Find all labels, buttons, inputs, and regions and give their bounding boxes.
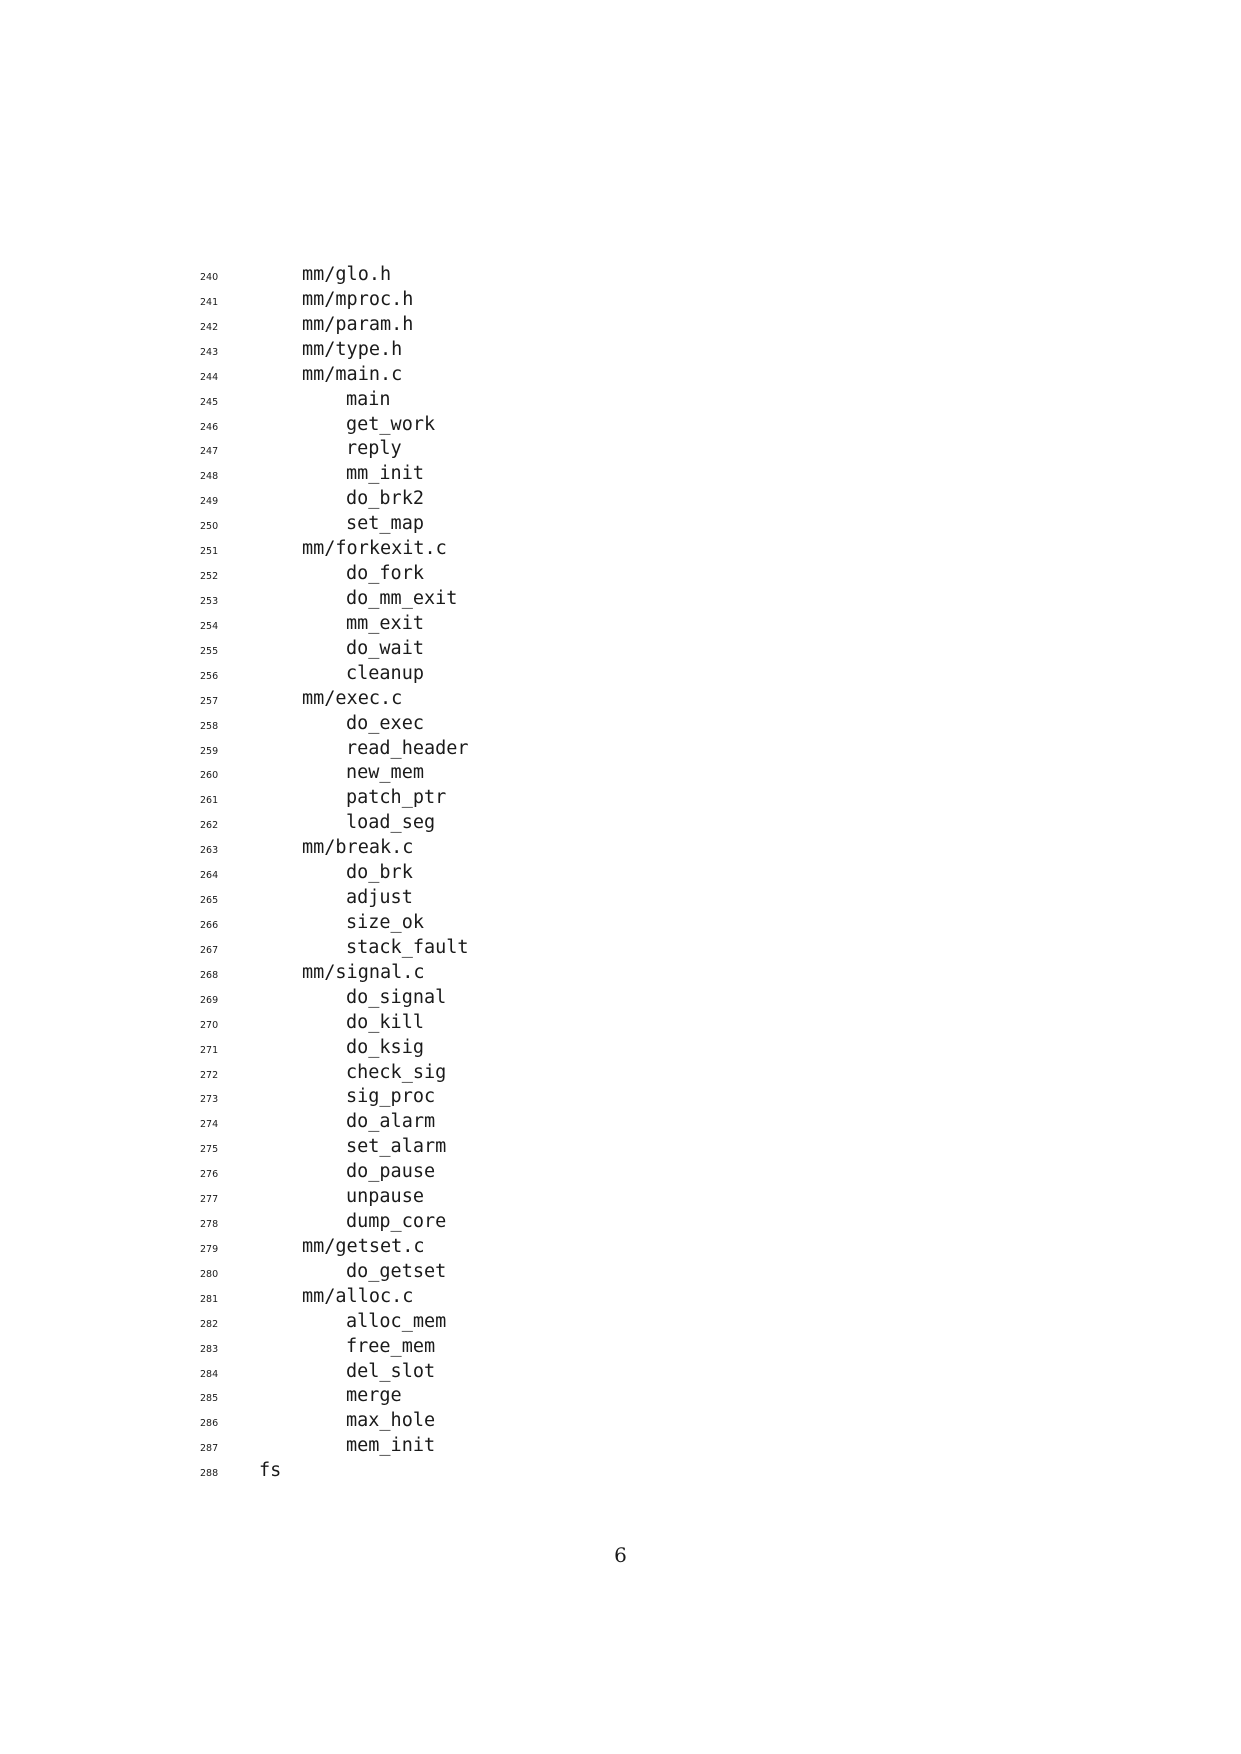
line-number: 243 [200, 346, 219, 358]
line-number: 242 [200, 321, 219, 333]
listing-line [200, 1061, 800, 1086]
line-text: do_signal [346, 986, 447, 1008]
line-number: 254 [200, 620, 219, 632]
page-number: 6 [614, 1543, 627, 1567]
listing-line [200, 986, 800, 1011]
line-text: do_exec [346, 712, 424, 734]
line-number: 269 [200, 994, 219, 1006]
listing-line [200, 512, 800, 537]
listing-line [200, 637, 800, 662]
listing-line [200, 1160, 800, 1185]
line-text: new_mem [346, 762, 424, 784]
listing-line [200, 1185, 800, 1210]
line-number: 278 [200, 1219, 219, 1231]
listing-line [200, 388, 800, 413]
line-text: main [346, 388, 391, 410]
listing-line [200, 1260, 800, 1285]
line-text: do_fork [346, 563, 424, 585]
line-text: check_sig [346, 1061, 447, 1083]
line-text: stack_fault [346, 936, 469, 958]
listing-line [200, 886, 800, 911]
line-text: patch_ptr [346, 787, 447, 809]
line-text: get_work [346, 413, 436, 435]
listing-line [200, 836, 800, 861]
line-number: 252 [200, 571, 219, 583]
line-text: mm/glo.h [302, 264, 392, 285]
line-number: 248 [200, 471, 219, 483]
listing-line [200, 911, 800, 936]
listing-line [200, 1360, 800, 1385]
listing-line [200, 338, 800, 363]
line-text: set_map [346, 513, 424, 535]
line-number: 260 [200, 770, 219, 782]
listing-line [200, 587, 800, 612]
line-text: del_slot [346, 1360, 436, 1382]
line-text: cleanup [346, 662, 424, 684]
line-number: 268 [200, 969, 219, 981]
line-text: read_header [346, 737, 469, 759]
listing-line [200, 687, 800, 712]
line-number: 273 [200, 1094, 219, 1106]
listing-line [200, 861, 800, 886]
listing-line [200, 662, 800, 687]
line-number: 282 [200, 1318, 219, 1330]
listing-line [200, 761, 800, 786]
line-text: do_alarm [346, 1111, 436, 1133]
listing-line [200, 1335, 800, 1360]
listing-line [200, 1384, 800, 1409]
line-text: mm/mproc.h [302, 288, 414, 310]
line-text: mm/exec.c [302, 687, 403, 709]
line-number: 272 [200, 1069, 219, 1081]
line-text: mm/type.h [302, 338, 403, 360]
listing-line [200, 413, 800, 438]
listing-line [200, 1110, 800, 1135]
line-number: 253 [200, 595, 219, 607]
line-number: 251 [200, 546, 219, 558]
line-text: set_alarm [346, 1136, 447, 1158]
line-text: mm/break.c [302, 837, 414, 859]
line-number: 271 [200, 1044, 219, 1056]
line-text: mm/alloc.c [302, 1285, 414, 1307]
line-text: mm/getset.c [302, 1235, 425, 1257]
line-number: 263 [200, 845, 219, 857]
listing-line [200, 1459, 800, 1484]
listing-line [200, 1285, 800, 1310]
line-text: mm_exit [346, 612, 424, 634]
line-number: 270 [200, 1019, 219, 1031]
line-number: 267 [200, 944, 219, 956]
line-text: do_mm_exit [346, 587, 458, 609]
line-text: do_pause [346, 1161, 436, 1183]
line-number: 265 [200, 895, 219, 907]
line-text: mm_init [346, 463, 424, 485]
line-text: do_brk [346, 862, 413, 884]
line-text: sig_proc [346, 1086, 436, 1108]
listing-line [200, 487, 800, 512]
line-number: 286 [200, 1418, 219, 1430]
line-text: mm/param.h [302, 313, 414, 335]
line-text: do_brk2 [346, 488, 424, 510]
line-text: unpause [346, 1186, 424, 1208]
line-number: 287 [200, 1443, 219, 1455]
line-text: fs [259, 1460, 282, 1482]
listing-line [200, 1135, 800, 1160]
line-number: 257 [200, 695, 219, 707]
line-number: 266 [200, 919, 219, 931]
listing-line [200, 1011, 800, 1036]
line-text: max_hole [346, 1410, 436, 1432]
line-text: size_ok [346, 911, 424, 933]
listing-line [200, 1235, 800, 1260]
listing-line [200, 1036, 800, 1061]
line-text: mem_init [346, 1435, 436, 1457]
line-text: mm/signal.c [302, 961, 425, 983]
line-number: 244 [200, 371, 219, 383]
listing-line [200, 562, 800, 587]
line-number: 256 [200, 670, 219, 682]
line-number: 281 [200, 1293, 219, 1305]
line-number: 247 [200, 446, 219, 458]
line-number: 262 [200, 820, 219, 832]
listing-line [200, 537, 800, 562]
line-number: 283 [200, 1343, 219, 1355]
line-text: dump_core [346, 1211, 447, 1233]
line-number: 250 [200, 521, 219, 533]
line-text: reply [346, 438, 402, 460]
line-text: load_seg [346, 812, 436, 834]
line-text: mm/main.c [302, 363, 403, 385]
listing-line [200, 1085, 800, 1110]
listing-line [200, 1434, 800, 1459]
line-number: 279 [200, 1243, 219, 1255]
line-text: adjust [346, 887, 413, 909]
listing-line [200, 363, 800, 388]
listing-line [200, 462, 800, 487]
listing-line [200, 612, 800, 637]
listing-line [200, 1210, 800, 1235]
listing-line [200, 961, 800, 986]
line-number: 241 [200, 296, 219, 308]
listing-line [200, 811, 800, 836]
line-text: do_ksig [346, 1036, 424, 1058]
listing-line [200, 1310, 800, 1335]
line-text: mm/forkexit.c [302, 538, 447, 560]
line-text: alloc_mem [346, 1310, 447, 1332]
line-number: 264 [200, 870, 219, 882]
listing-line [200, 263, 800, 288]
line-number: 245 [200, 396, 219, 408]
line-text: do_wait [346, 637, 424, 659]
line-number: 280 [200, 1268, 219, 1280]
line-number: 258 [200, 720, 219, 732]
line-text: do_getset [346, 1260, 447, 1282]
line-text: do_kill [346, 1011, 424, 1033]
listing-line [200, 737, 800, 762]
line-number: 259 [200, 745, 219, 757]
line-number: 274 [200, 1119, 219, 1131]
listing-line [200, 313, 800, 338]
line-number: 246 [200, 421, 219, 433]
line-number: 288 [200, 1468, 219, 1480]
line-number: 249 [200, 496, 219, 508]
listing-line [200, 712, 800, 737]
line-number: 284 [200, 1368, 219, 1380]
line-text: free_mem [346, 1335, 436, 1357]
line-number: 240 [200, 272, 219, 283]
listing-line [200, 936, 800, 961]
line-text: merge [346, 1385, 402, 1407]
listing-line [200, 437, 800, 462]
listing-line [200, 786, 800, 811]
listing-line [200, 1409, 800, 1434]
line-number: 275 [200, 1144, 219, 1156]
line-number: 276 [200, 1169, 219, 1181]
code-listing [200, 263, 800, 1484]
line-number: 277 [200, 1194, 219, 1206]
line-number: 261 [200, 795, 219, 807]
line-number: 255 [200, 645, 219, 657]
line-number: 285 [200, 1393, 219, 1405]
listing-line [200, 288, 800, 313]
